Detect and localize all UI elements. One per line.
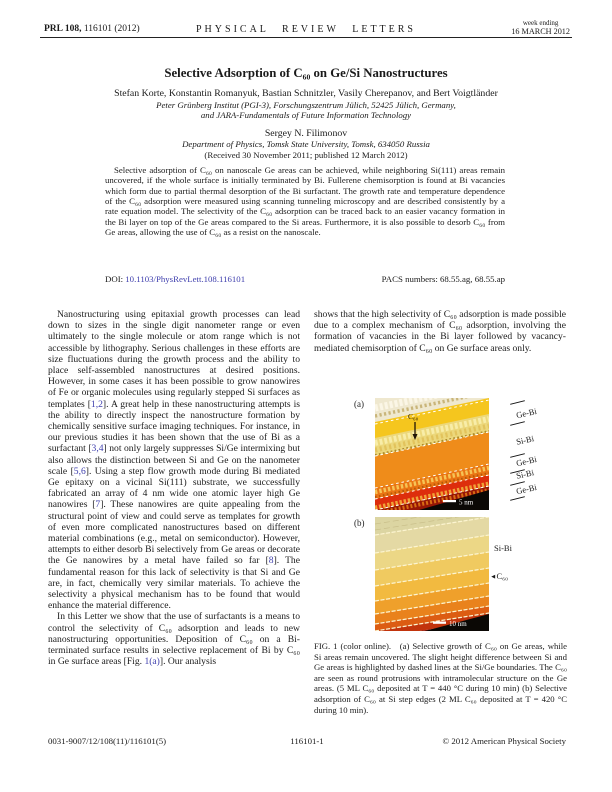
pacs-numbers: PACS numbers: 68.55.ag, 68.55.ap bbox=[381, 274, 505, 284]
c60-molecule-label: C₆₀ bbox=[408, 412, 419, 421]
paper-title: Selective Adsorption of C₆₀ on Ge/Si Nanostructures bbox=[164, 66, 448, 80]
page-number: 116101-1 bbox=[290, 736, 324, 746]
text-segment: ]. A great help in these nanostructuring attempts is the ability to directly inspect the nanostructure formation by chemically sensitive surface imaging techniques. For instance, in our previous studies it has been shown that the use of Bi as a surfactant [ bbox=[48, 398, 300, 455]
issue-date bbox=[511, 19, 570, 36]
scale-bar-label-a: 5 nm bbox=[459, 498, 474, 507]
figure-caption: FIG. 1 (color online). (a) Selective growth of C₆₀ on Ge areas, while Si areas remain uncovered. The slight height difference between Si and Ge areas is highlighted by dashed lines at the Si/Ge boundaries. The C₆₀ are seen as round protrusions with intramolecular structure on the Ge areas. (5 ML C₆₀ deposited at T = 440 °C during 10 min) (b) Selective adsorption of C₆₀ at Si step edges (2 ML C₆₀ deposited at T = 420 °C during 10 min). bbox=[314, 641, 567, 715]
scale-bar-label-b: 10 nm bbox=[449, 620, 467, 628]
issn-code: 0031-9007/12/108(11)/116101(5) bbox=[48, 736, 167, 746]
terrace-label-ge-bi: Ge-Bi bbox=[515, 453, 538, 469]
text-segment: ]. These nanowires are quite appealing from the structural point of view and could serve as templates for growth of even more complicated nanostructures based on different material combinations (e.g., metal on semiconductor). However, attempts to either desorb Bi selectively from Ge areas or decorate the Ge nanowires by a metal have failed so far [ bbox=[48, 499, 300, 567]
header-rule bbox=[40, 37, 572, 38]
citation-link[interactable]: 5,6 bbox=[73, 465, 86, 477]
week-ending-label: week ending bbox=[522, 19, 559, 27]
affiliation-line-3: Department of Physics, Tomsk State University, Tomsk, 634050 Russia bbox=[182, 139, 430, 149]
doi-entry bbox=[105, 274, 245, 284]
affiliation-line-2: and JARA-Fundamentals of Future Information Technology bbox=[200, 110, 412, 120]
authors-line: Stefan Korte, Konstantin Romanyuk, Bastian Schnitzler, Vasily Cherepanov, and Bert Voigtländer bbox=[114, 88, 498, 99]
copyright-notice: © 2012 American Physical Society bbox=[442, 736, 566, 746]
citation-link[interactable]: 3,4 bbox=[91, 443, 104, 455]
masthead: PHYSICAL REVIEW LETTERS bbox=[196, 24, 416, 35]
stm-a-bands bbox=[375, 398, 489, 510]
text-segment: ]. Using a step flow growth mode during Bi mediated Ge epitaxy on a vicinal Si(111) substrate, we successfully fabricated an array of 4 nm wide one atomic layer high Ge nanowires [ bbox=[48, 465, 300, 511]
body-paragraph bbox=[48, 611, 300, 667]
doi-row bbox=[105, 274, 505, 284]
c60-arrow-label bbox=[490, 571, 508, 581]
boundary-tick bbox=[510, 496, 525, 501]
second-author: Sergey N. Filimonov bbox=[264, 128, 348, 139]
issue-date-value: 16 MARCH 2012 bbox=[511, 27, 570, 37]
affiliation-line-1: Peter Grünberg Institut (PGI-3), Forschungszentrum Jülich, 52425 Jülich, Germany, bbox=[156, 100, 456, 110]
stm-b-terraces bbox=[375, 517, 489, 631]
boundary-tick bbox=[510, 421, 525, 426]
stm-image-panel-b bbox=[375, 517, 489, 631]
panel-b-tag: (b) bbox=[354, 518, 365, 528]
terrace-label-ge-bi: Ge-Bi bbox=[515, 481, 538, 497]
body-paragraph bbox=[48, 309, 300, 611]
c60-label-text: C₆₀ bbox=[496, 571, 509, 581]
text-segment: ]. Our analysis bbox=[159, 656, 217, 668]
citation-link[interactable]: 1,2 bbox=[90, 398, 103, 410]
figure-link[interactable]: 1(a) bbox=[144, 656, 160, 668]
text-segment: In this Letter we show that the use of surfactants is a means to control the selectivity of C₆₀ adsorption and leads to new nanostructuring opportunities. Deposition of C₆₀ on a Bi-terminated surface results in selective replacement of Bi by C₆₀ in Ge surface areas [Fig. bbox=[48, 611, 300, 668]
journal-ref-bold: PRL 108, bbox=[44, 24, 82, 34]
left-column bbox=[48, 309, 300, 668]
right-column bbox=[314, 309, 566, 354]
journal-ref-rest: 116101 (2012) bbox=[81, 24, 140, 34]
received-published-line: (Received 30 November 2011; published 12 March 2012) bbox=[204, 150, 408, 160]
terrace-label-ge-bi: Ge-Bi bbox=[515, 405, 538, 421]
figure-1 bbox=[314, 388, 568, 640]
scale-bar-a bbox=[443, 500, 456, 502]
boundary-tick bbox=[510, 400, 525, 405]
panel-a-tag: (a) bbox=[354, 399, 364, 409]
body-paragraph: shows that the high selectivity of C₆₀ adsorption is made possible due to a complex mechanism of C₆₀ adsorption, involving the formation of vacancies in the Bi layer followed by vacancy-mediated chemisorption of C₆₀ on Ge surface areas only. bbox=[314, 309, 566, 354]
citation-link[interactable]: 8 bbox=[268, 555, 274, 567]
terrace-label-si-bi: Si-Bi bbox=[515, 467, 535, 481]
text-segment: ] not only largely suppresses Si/Ge intermixing but also allows the distinction between Si and Ge on the nanometer scale [ bbox=[48, 443, 300, 477]
arrow-left-icon: ◄ bbox=[490, 573, 497, 581]
terrace-label-si-bi: Si-Bi bbox=[494, 543, 512, 553]
text-segment: Nanostructuring using epitaxial growth processes can lead down to sizes in the single digit nanometer range or even ultimately to the single molecule or atom range which is not accessible by lithography. Serious challenges in these efforts are size fluctuations during the growth process and the ability to place self-assembled nanostructures at desired positions. However, in some cases it has been possible to grow nanowires of Fe or organic molecules using regularly stepped Si surfaces as templates [ bbox=[48, 309, 300, 410]
doi-link[interactable]: 10.1103/PhysRevLett.108.116101 bbox=[125, 274, 246, 284]
citation-link[interactable]: 7 bbox=[95, 499, 101, 511]
scale-bar-b bbox=[433, 622, 446, 624]
stm-image-panel-a bbox=[375, 398, 489, 510]
doi-label: DOI: bbox=[105, 274, 126, 284]
terrace-label-si-bi: Si-Bi bbox=[515, 433, 535, 447]
text-segment: ]. The fundamental reason for this lack of selectivity is that Si and Ge are, in fact, chemically very similar materials. To achieve the selectivity a physical mechanism has to be found that would enhance the material difference. bbox=[48, 555, 300, 612]
abstract: Selective adsorption of C₆₀ on nanoscale Ge areas can be achieved, while neighboring Si(111) areas remain uncovered, if the whole surface is initially terminated by Bi. Fullerene chemisorption is found at Bi vacancies which form due to partial thermal desorption of the Bi surfactant. The growth rate and temperature dependence of the C₆₀ adsorption were measured using scanning tunneling microscopy and are described consistently by a rate equation model. The selectivity of the C₆₀ adsorption can be traced back to an easier vacancy formation in the Bi layer on top of the Ge areas compared to the Si areas. Furthermore, it is also possible to desorb C₆₀ from Ge areas, allowing the use of C₆₀ as a resist on the nanoscale. bbox=[105, 165, 505, 238]
